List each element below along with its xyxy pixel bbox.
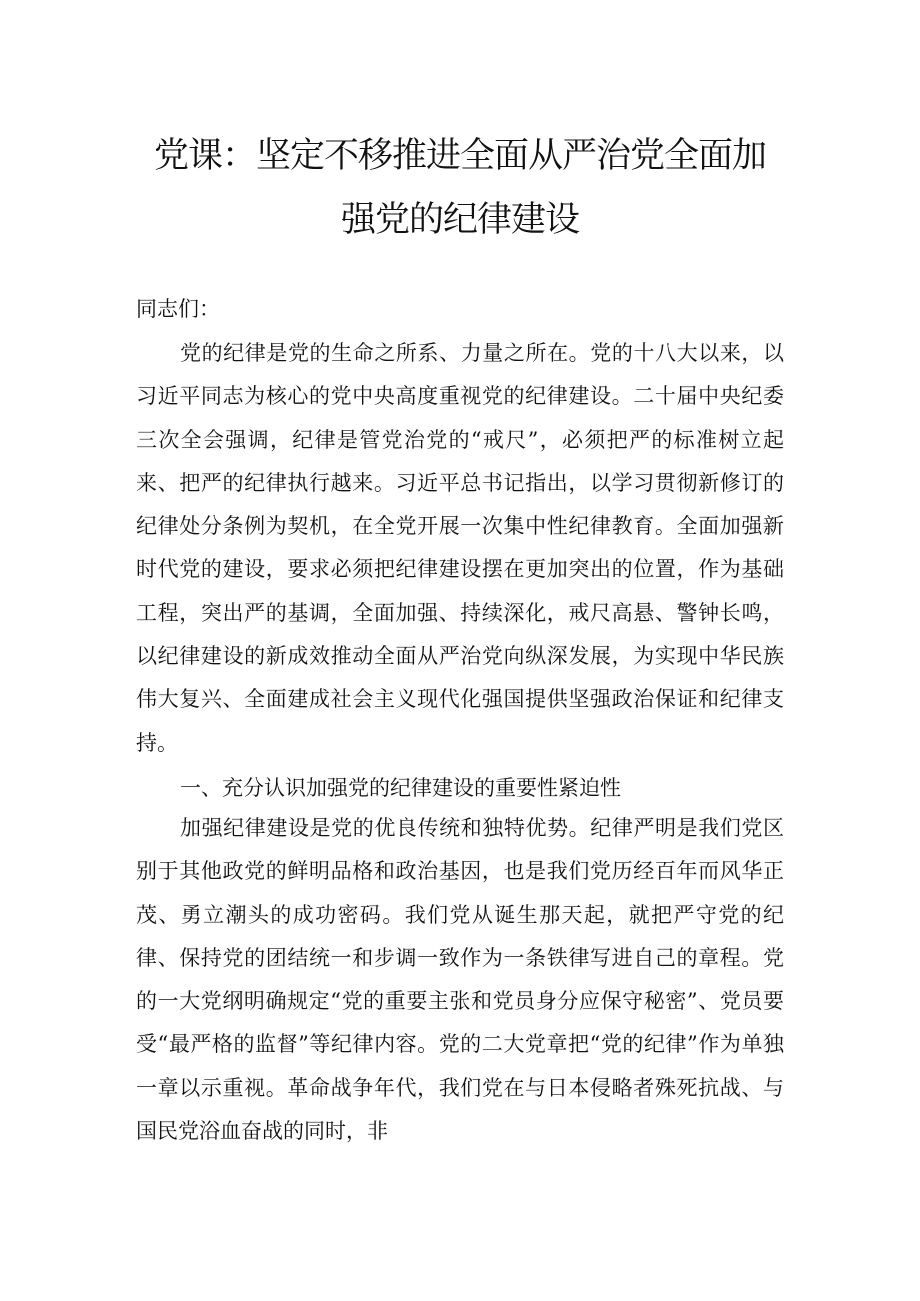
body-paragraph-1: 党的纪律是党的生命之所系、力量之所在。党的十八大以来，以习近平同志为核心的党中央高度重视党的纪律建设。二十届中央纪委三次全会强调，纪律是管党治党的“戒尺”，必须把严的标准树立起来、把严的纪律执行越来。习近平总书记指出，以学习贯彻新修订的纪律处分条例为契机，在全党开展一次集中性纪律教育。全面加强新时代党的建设，要求必须把纪律建设摆在更加突出的位置，作为基础工程，突出严的基调，全面加强、持续深化，戒尺高悬、警钟长鸣，以纪律建设的新成效推动全面从严治党向纵深发展，为实现中华民族伟大复兴、全面建成社会主义现代化强国提供坚强政治保证和纪律支持。 [136,341,784,755]
section-heading-1: 一、充分认识加强党的纪律建设的重要性紧迫性 [180,776,621,800]
document-title-line-1: 党课：坚定不移推进全面从严治党全面加 [153,136,766,176]
greeting: 同志们： [136,297,220,321]
body-paragraph-2: 加强纪律建设是党的优良传统和独特优势。纪律严明是我们党区别于其他政党的鲜明品格和政治基因，也是我们党历经百年而风华正茂、勇立潮头的成功密码。我们党从诞生那天起，就把严守党的纪律、保持党的团结统一和步调一致作为一条铁律写进自己的章程。党的一大党纲明确规定“党的重要主张和党员身分应保守秘密”、党员要受“最严格的监督”等纪律内容。党的二大党章把“党的纪律”作为单独一章以示重视。革命战争年代，我们党在与日本侵略者殊死抗战、与国民党浴血奋战的同时，非 [136,816,784,1144]
document-title-line-2: 强党的纪律建设 [340,200,579,240]
